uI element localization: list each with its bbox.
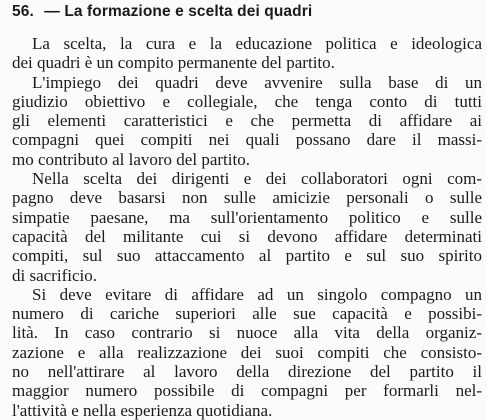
text-line: gli elementi caratteristici e che permetta di affidare ai bbox=[12, 111, 482, 131]
text-line: no nell'attirare al lavoro della direzione del partito il bbox=[12, 362, 482, 382]
section-number: 56. bbox=[12, 3, 34, 20]
text-line: zazione e alla realizzazione dei suoi compiti che consisto- bbox=[12, 342, 482, 362]
paragraph-3 bbox=[12, 169, 482, 285]
paragraph-1 bbox=[12, 34, 482, 73]
section-heading bbox=[12, 2, 482, 22]
text-line: l'attività e nella esperienza quotidiana. bbox=[12, 400, 273, 420]
text-line: mo contributo al lavoro del partito. bbox=[12, 149, 250, 169]
paragraph-2 bbox=[12, 73, 482, 169]
section-dash: — bbox=[44, 3, 60, 20]
text-line: capacità del militante cui si devono affidare determinati bbox=[12, 226, 482, 246]
section-body bbox=[12, 34, 482, 420]
text-line: La scelta, la cura e la educazione politica e ideologica bbox=[32, 34, 482, 53]
text-line: pagno deve basarsi non sulle amicizie personali o sulle bbox=[12, 188, 482, 208]
paragraph-4 bbox=[12, 285, 482, 420]
text-line: simpatie paesane, ma sull'orientamento politico e sulle bbox=[12, 207, 482, 227]
text-line: lità. In caso contrario si nuoce alla vita della organiz- bbox=[12, 323, 482, 343]
section-title: La formazione e scelta dei quadri bbox=[64, 3, 313, 20]
text-line: maggior numero possibile di compagni per formarli nel- bbox=[12, 381, 482, 401]
text-line: numero di cariche superiori alle sue capacità e possibi- bbox=[12, 304, 482, 324]
text-line: dei quadri è un compito permanente del partito. bbox=[12, 53, 335, 73]
text-line: Si deve evitare di affidare ad un singolo compagno un bbox=[32, 284, 482, 304]
text-line: giudizio obiettivo e collegiale, che tenga conto di tutti bbox=[12, 91, 482, 111]
text-line: compagni quei compiti nei quali possano dare il massi- bbox=[12, 130, 482, 150]
text-line: di sacrificio. bbox=[12, 265, 97, 285]
text-line: L'impiego dei quadri deve avvenire sulla base di un bbox=[32, 72, 482, 92]
text-line: compiti, sul suo attaccamento al partito e sul suo spirito bbox=[12, 246, 482, 266]
document-page bbox=[12, 2, 482, 420]
text-line: Nella scelta dei dirigenti e dei collaboratori ogni com- bbox=[32, 169, 482, 189]
